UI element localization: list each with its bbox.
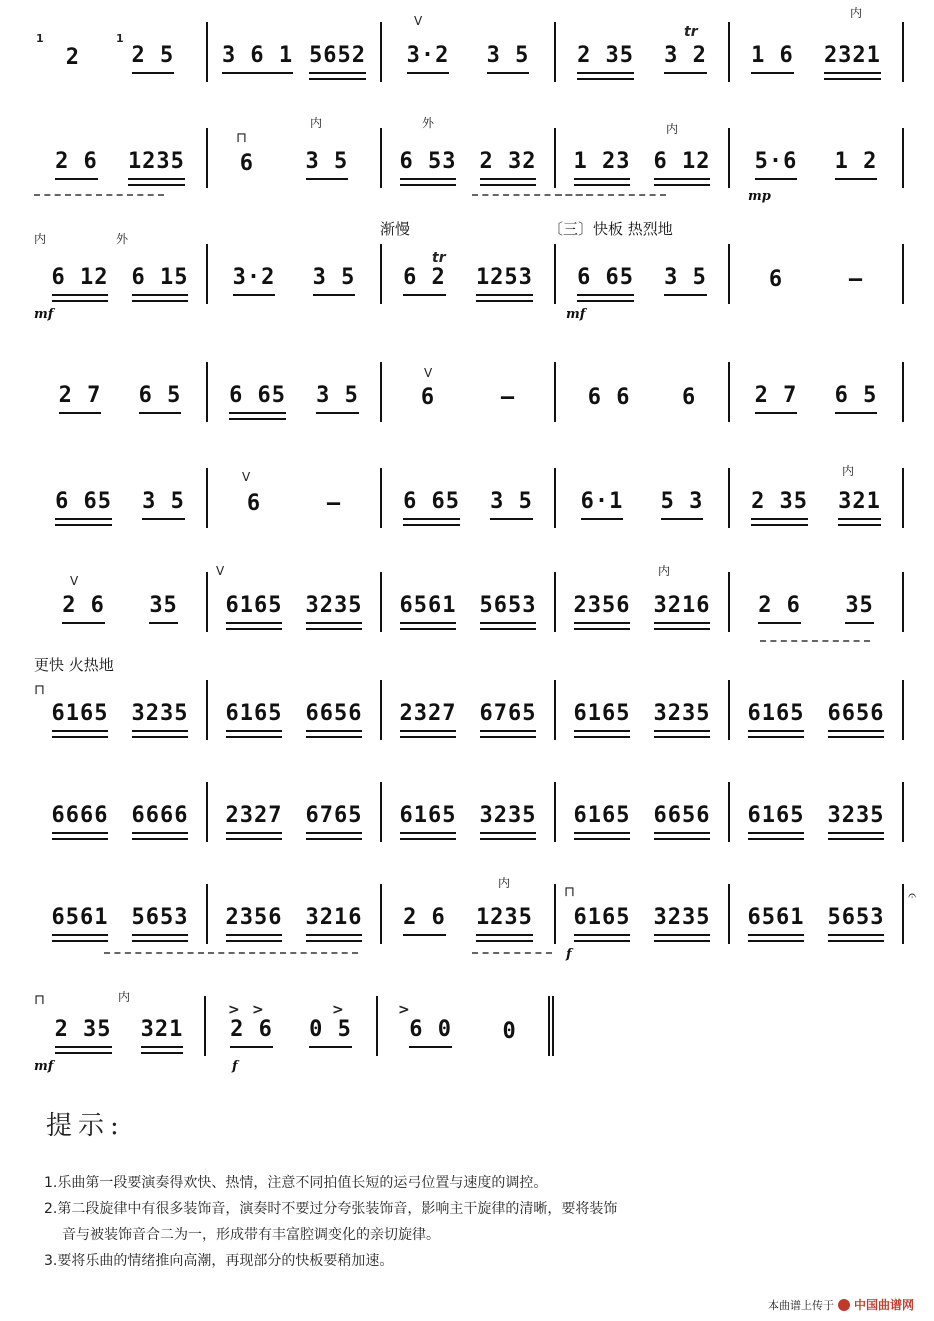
dynamic-mf: mf: [34, 307, 54, 322]
slide-dashes: [472, 952, 552, 954]
beat: 6 5: [139, 383, 182, 414]
breath-mark: V: [70, 574, 79, 588]
beat: 6165: [574, 701, 631, 732]
measure: [206, 996, 378, 1074]
measure: [208, 362, 382, 422]
beat: —: [500, 385, 516, 410]
measure: [730, 782, 904, 842]
measure: [730, 572, 904, 632]
measure: [382, 244, 556, 304]
beat: 6656: [654, 803, 711, 834]
beat: 1 6: [751, 43, 794, 74]
beat: 6666: [132, 803, 189, 834]
measure: [34, 244, 208, 322]
beat: —: [326, 491, 342, 516]
section-heading-3: 〔三〕快板 热烈地: [548, 220, 673, 238]
beat: 3235: [132, 701, 189, 732]
measure: [208, 884, 382, 944]
beat: 3·2: [233, 265, 276, 296]
downbow-mark: ⊓: [564, 884, 575, 900]
beat: 3 2: [664, 43, 707, 74]
fingering-nei: 内: [118, 990, 131, 1004]
dynamic-f: f: [232, 1059, 238, 1074]
beat: 3 5: [313, 265, 356, 296]
measure: [208, 564, 382, 632]
measure: [556, 564, 730, 632]
accent-mark: >: [332, 1002, 344, 1018]
beat: 1235: [128, 149, 185, 180]
measure-final: [378, 996, 554, 1056]
measure: [382, 116, 556, 188]
measure: [556, 782, 730, 842]
measure: [730, 464, 904, 528]
measure: [730, 362, 904, 422]
beat: 0: [502, 1019, 517, 1044]
tips-title: 提示:: [46, 1111, 125, 1141]
tip-item-2: 2.第二段旋律中有很多装饰音，演奏时不要过分夸张装饰音，影响主干旋律的清晰，要将装饰: [44, 1201, 618, 1217]
breath-mark: V: [242, 470, 251, 484]
measure: [34, 362, 208, 422]
downbow-mark: ⊓: [34, 682, 45, 698]
fingering-nei: 内: [498, 876, 511, 890]
accent-mark: >: [252, 1002, 264, 1018]
trill-mark: tr: [432, 250, 446, 266]
dynamic-mf: mf: [34, 1059, 54, 1074]
beat: 2356: [574, 593, 631, 624]
beat: 6165: [52, 701, 109, 732]
measure: [556, 22, 730, 82]
beat: 3·2: [407, 43, 450, 74]
beat: 6: [246, 491, 262, 516]
beat: 6 6: [587, 385, 631, 410]
beat: 2 6: [230, 1017, 273, 1048]
beat: 6 65: [55, 489, 112, 520]
grace-note-1: 1: [36, 32, 44, 45]
beat: 6 53: [400, 149, 457, 180]
beat: 1235: [476, 905, 533, 936]
measure: [34, 22, 208, 82]
beat: 3 5: [306, 149, 349, 180]
slide-dashes: [556, 194, 666, 196]
beat: 3 6 1: [222, 43, 293, 74]
measure: [34, 990, 206, 1074]
score-row-3: [34, 220, 904, 322]
slide-dashes: [34, 194, 164, 196]
measure: [730, 6, 904, 82]
beat: 6165: [748, 803, 805, 834]
beat: 35: [149, 593, 178, 624]
beat: 5653: [828, 905, 885, 936]
measure: [556, 244, 730, 322]
beat: 6765: [480, 701, 537, 732]
beat: 321: [141, 1017, 184, 1048]
measure: [34, 572, 208, 632]
score-row-10: [34, 990, 554, 1074]
measure: [382, 362, 556, 422]
fingering-nei: 内: [842, 464, 855, 478]
beat: 321: [838, 489, 881, 520]
measure: [208, 680, 382, 740]
score-row-7: [34, 656, 904, 740]
tip-item-2-cont-wrap: [44, 1222, 900, 1248]
measure: [556, 468, 730, 528]
beat: 6561: [52, 905, 109, 936]
beat: 3 5: [490, 489, 533, 520]
beat: 6165: [748, 701, 805, 732]
tip-item-2-cont: 音与被装饰音合二为一，形成带有丰富腔调变化的亲切旋律。: [62, 1227, 440, 1243]
tips-section: [40, 1105, 900, 1274]
beat: 6 65: [403, 489, 460, 520]
measure: [382, 572, 556, 632]
beat: 2 7: [755, 383, 798, 414]
beat: 2 6: [62, 593, 105, 624]
measure: [208, 22, 382, 82]
trill-mark: tr: [684, 24, 698, 40]
beat: 5 3: [661, 489, 704, 520]
fingering-nei: 内: [310, 116, 323, 130]
beat: 1 23: [574, 149, 631, 180]
beat: 2 35: [55, 1017, 112, 1048]
tip-item-3: 3.要将乐曲的情绪推向高潮，再现部分的快板要稍加速。: [44, 1253, 394, 1269]
beat: 1 2: [835, 149, 878, 180]
footer-site-link[interactable]: 中国曲谱网: [853, 1298, 914, 1312]
beat: 2 6: [758, 593, 801, 624]
beat: 6666: [52, 803, 109, 834]
downbow-mark: ⊓: [236, 130, 247, 146]
measure: [34, 128, 208, 188]
measure: [730, 244, 904, 304]
beat: 1253: [476, 265, 533, 296]
beat: 3235: [654, 905, 711, 936]
beat: 2321: [824, 43, 881, 74]
beat: 35: [845, 593, 874, 624]
slide-dashes: [104, 952, 204, 954]
footer: [768, 1296, 914, 1313]
beat: 6 15: [132, 265, 189, 296]
fermata-mark: 𝄐: [908, 888, 916, 904]
accent-mark: >: [228, 1002, 240, 1018]
beat: 6: [768, 267, 784, 292]
beat: —: [848, 267, 864, 292]
beat: 6: [420, 385, 436, 410]
measure: [208, 244, 382, 304]
beat: 6165: [226, 701, 283, 732]
beat: 6165: [226, 593, 283, 624]
score-row-8: [34, 782, 904, 842]
fingering-nei: 内: [658, 564, 671, 578]
grace-note-1b: 1: [116, 32, 124, 45]
downbow-mark: ⊓: [34, 992, 45, 1008]
fingering-wai: 外: [116, 232, 129, 246]
beat: 6 12: [654, 149, 711, 180]
measure: [34, 468, 208, 528]
beat: 5653: [480, 593, 537, 624]
score-row-9: [34, 876, 916, 962]
measure: [208, 782, 382, 842]
beat: 2 7: [59, 383, 102, 414]
fingering-nei: 内: [850, 6, 863, 20]
beat: 6561: [748, 905, 805, 936]
measure: [556, 680, 730, 740]
measure: [382, 468, 556, 528]
slide-dashes: [208, 952, 358, 954]
measure: [730, 884, 916, 944]
breath-mark: V: [216, 564, 225, 578]
beat: 6656: [306, 701, 363, 732]
score-row-1: [34, 6, 904, 82]
beat: 6 65: [577, 265, 634, 296]
beat: 3 5: [316, 383, 359, 414]
fingering-nei: 内: [34, 232, 47, 246]
footer-text: 本曲谱上传于: [767, 1298, 834, 1312]
measure: [382, 14, 556, 82]
measure: [730, 128, 904, 204]
tempo-text-jianman: 渐慢: [380, 220, 411, 238]
beat: 6: [682, 385, 697, 410]
breath-mark: V: [414, 14, 423, 28]
measure: [730, 680, 904, 740]
beat: 3235: [306, 593, 363, 624]
score-row-2: [34, 116, 904, 204]
breath-mark: V: [424, 366, 433, 380]
beat: 6165: [574, 905, 631, 936]
fingering-wai: 外: [422, 116, 435, 130]
tip-item-1: 1.乐曲第一段要演奏得欢快、热情，注意不同拍值长短的运弓位置与速度的调控。: [44, 1175, 548, 1191]
beat: 6165: [574, 803, 631, 834]
measure: [382, 876, 556, 944]
beat: 6 65: [229, 383, 286, 414]
measure: [556, 884, 730, 962]
beat: 2 35: [751, 489, 808, 520]
dynamic-mf: mf: [566, 307, 586, 322]
beat: 2327: [226, 803, 283, 834]
beat: 6·1: [581, 489, 624, 520]
beat: 2 32: [480, 149, 537, 180]
beat: 5653: [132, 905, 189, 936]
beat: 6656: [828, 701, 885, 732]
beat: 0 5: [309, 1017, 352, 1048]
beat: 5·6: [755, 149, 798, 180]
beat: 2327: [400, 701, 457, 732]
score-row-6: [34, 564, 904, 632]
beat: 3 5: [664, 265, 707, 296]
beat: 2 6: [55, 149, 98, 180]
beat: 6 5: [835, 383, 878, 414]
accent-mark: >: [398, 1002, 410, 1018]
measure: [34, 884, 208, 944]
score-row-4: [34, 362, 904, 422]
measure: [382, 680, 556, 740]
beat: 6765: [306, 803, 363, 834]
measure: [34, 782, 208, 842]
measure: [556, 122, 730, 188]
measure: [382, 782, 556, 842]
score-row-5: [34, 464, 904, 528]
beat: 6 2: [403, 265, 446, 296]
fingering-nei: 内: [666, 122, 679, 136]
beat: 3235: [828, 803, 885, 834]
beat: 2: [65, 45, 80, 70]
beat: 6561: [400, 593, 457, 624]
beat: 6 12: [52, 265, 109, 296]
beat: 3 5: [487, 43, 530, 74]
beat: 3216: [654, 593, 711, 624]
dynamic-f: f: [566, 947, 572, 962]
beat: 2356: [226, 905, 283, 936]
beat: 2 6: [403, 905, 446, 936]
beat: 3235: [654, 701, 711, 732]
beat: 5652: [309, 43, 366, 74]
beat: 2 5: [132, 43, 175, 74]
tempo-text-gengkuai: 更快 火热地: [34, 656, 114, 674]
beat: 3235: [480, 803, 537, 834]
measure: [556, 362, 730, 422]
measure: [34, 680, 208, 740]
beat: 3216: [306, 905, 363, 936]
measure: [208, 116, 382, 188]
beat: 3 5: [142, 489, 185, 520]
measure: [208, 468, 382, 528]
site-logo-icon: [838, 1299, 850, 1311]
beat: 2 35: [577, 43, 634, 74]
beat: 6: [239, 151, 254, 176]
beat: 6165: [400, 803, 457, 834]
slide-dashes: [760, 640, 870, 642]
dynamic-mp: mp: [748, 189, 771, 204]
beat: 6 0: [409, 1017, 452, 1048]
